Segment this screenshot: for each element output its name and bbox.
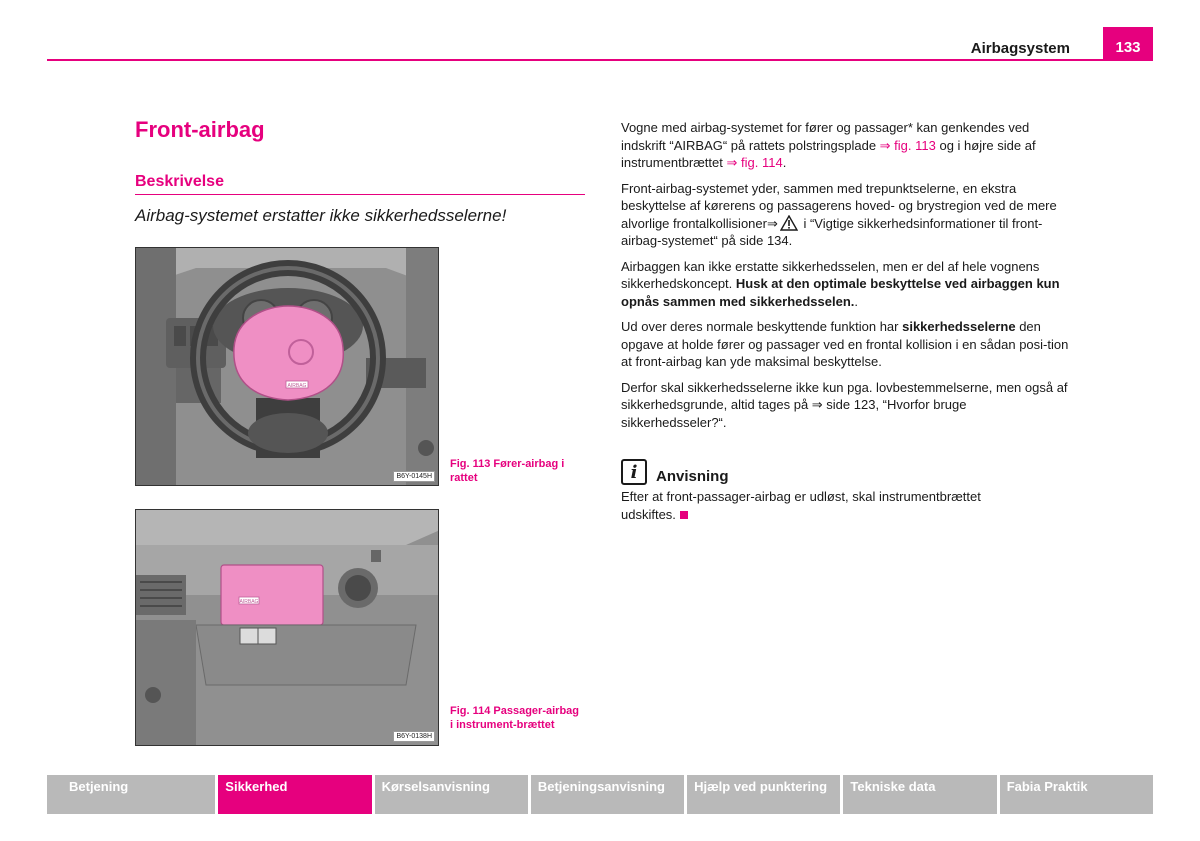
paragraph: Derfor skal sikkerhedsselerne ikke kun pga. lovbestemmelserne, men også af sikkerhedsgrunde, altid tages på ⇒ side 123, “Hvorfor bruge sikkerhedsseler?“.	[621, 379, 1068, 430]
header-rule	[47, 59, 1153, 61]
running-header: Airbagsystem	[970, 40, 1070, 57]
figure-driver-airbag	[135, 247, 439, 486]
subtitle-rule	[135, 194, 585, 195]
body-text	[621, 119, 1073, 439]
section-subtitle: Beskrivelse	[135, 173, 224, 190]
nav-tab-tekniske-data[interactable]: Tekniske data	[843, 775, 996, 814]
airbag-label: AIRBAG	[239, 599, 259, 605]
note-text: Efter at front-passager-airbag er udløst, skal instrumentbrættet udskiftes.	[621, 489, 981, 522]
paragraph: Ud over deres normale beskyttende funktion har sikkerhedsselerne den opgave at holde fører og passager ved en frontal kollision i en sådan posi-tion at front-airbag kan yde maksimal beskyttelse.	[621, 319, 1069, 369]
figure-code: B6Y-0138H	[393, 731, 435, 742]
figure-code: B6Y-0145H	[393, 471, 435, 482]
dashboard-illustration	[136, 510, 439, 746]
page-title: Front-airbag	[135, 117, 265, 142]
end-marker-icon	[680, 511, 688, 519]
figure-passenger-airbag	[135, 509, 439, 746]
nav-tab-betjening[interactable]: Betjening	[47, 775, 215, 814]
page-number: 133	[1103, 27, 1153, 60]
figure-ref-link[interactable]: ⇒ fig. 113	[879, 137, 936, 153]
figure-caption: Fig. 113 Fører-airbag i rattet	[450, 458, 565, 484]
paragraph: Vogne med airbag-systemet for fører og passager* kan genkendes ved indskrift “AIRBAG“ på rattets polstringsplade ⇒ fig. 113 og i højre side af instrumentbrættet ⇒ fig. 114.	[621, 120, 1036, 170]
warning-triangle-icon[interactable]	[780, 215, 798, 231]
nav-tab-korselsanvisning[interactable]: Kørselsanvisning	[375, 775, 528, 814]
nav-tab-hjaelp-ved-punktering[interactable]: Hjælp ved punktering	[687, 775, 840, 814]
nav-tab-sikkerhed[interactable]: Sikkerhed	[218, 775, 371, 814]
lead-statement: Airbag-systemet erstatter ikke sikkerhedsselerne!	[135, 206, 507, 225]
figure-caption: Fig. 114 Passager-airbag i instrument-brættet	[450, 705, 580, 731]
airbag-label: AIRBAG	[287, 383, 307, 389]
chapter-navigation	[47, 775, 1153, 814]
steering-wheel-illustration	[136, 248, 439, 486]
note-box	[621, 459, 1073, 523]
figure-ref-link[interactable]: ⇒ fig. 114	[726, 155, 783, 170]
paragraph: Airbaggen kan ikke erstatte sikkerhedsselen, men er del af hele vognens sikkerhedskoncept. Husk at den optimale beskyttelse ved airbaggen kun opnås sammen med sikkerhedsselen..	[621, 258, 1060, 309]
info-icon: i	[621, 459, 647, 485]
note-heading	[621, 459, 1073, 485]
nav-tab-betjeningsanvisning[interactable]: Betjeningsanvisning	[531, 775, 684, 814]
paragraph: Front-airbag-systemet yder, sammen med trepunktselerne, en ekstra beskyttelse af kørerens og passagerens hoved- og brystregion ved de mere alvorlige frontalkollisioner⇒ i “Vigtige sikkerhedsinformationer til front-airbag-systemet“ på side 134.	[621, 180, 1057, 248]
note-title: Anvisning	[656, 468, 729, 485]
nav-tab-fabia-praktik[interactable]: Fabia Praktik	[1000, 775, 1153, 814]
